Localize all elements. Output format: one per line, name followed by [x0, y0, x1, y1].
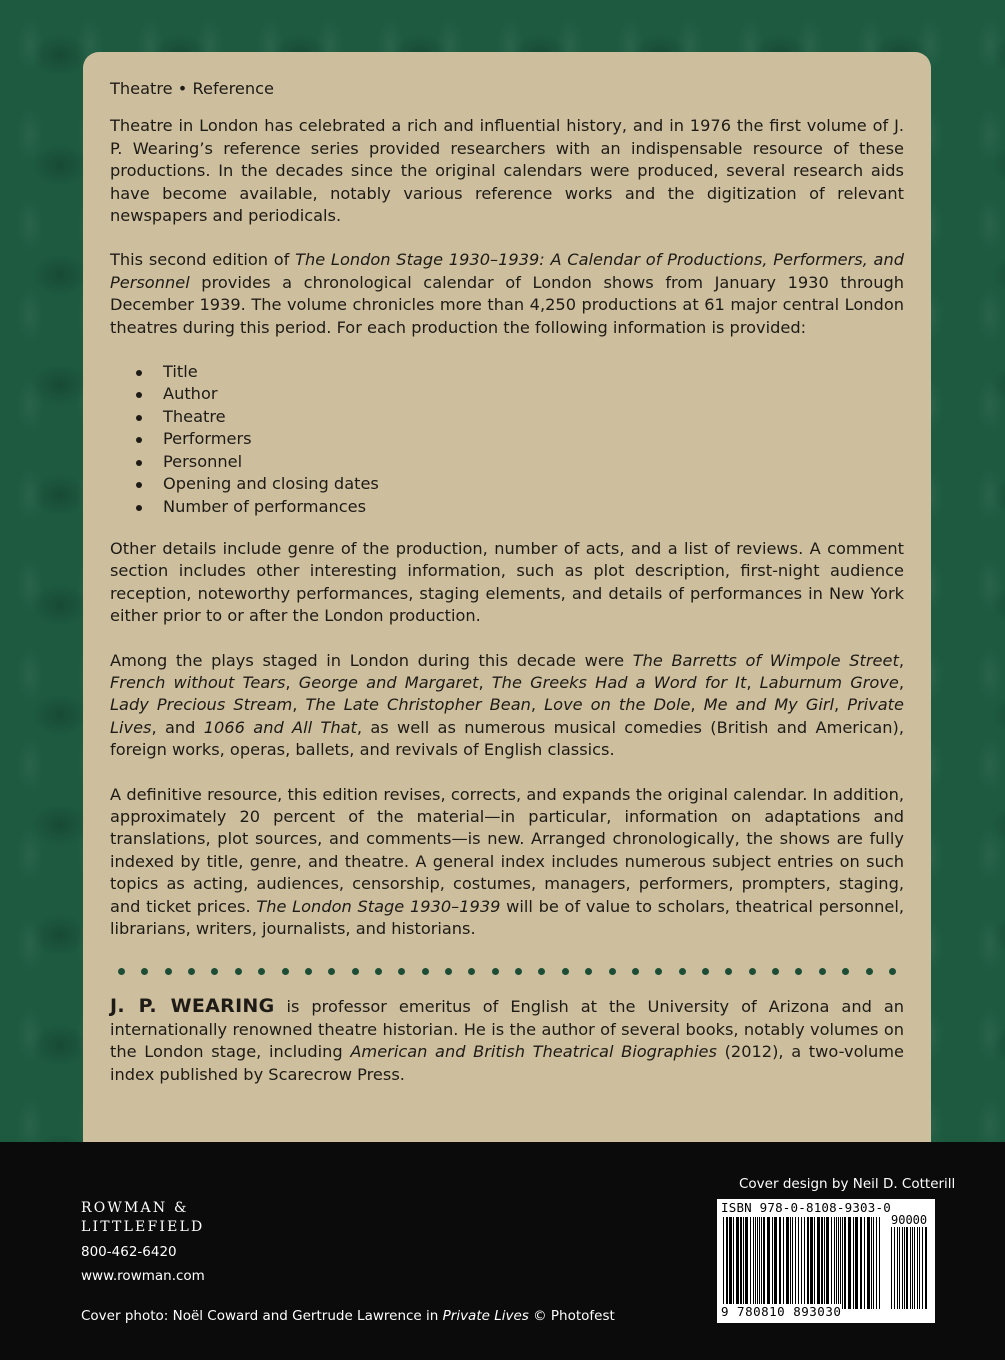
isbn-label: ISBN 978-0-8108-9303-0: [721, 1200, 891, 1215]
dot-divider: [110, 962, 904, 975]
list-item: Opening and closing dates: [136, 473, 904, 495]
publisher-website: www.rowman.com: [81, 1268, 205, 1284]
edition-paragraph: This second edition of The London Stage 1930–1939: A Calendar of Productions, Performers, and Personnel provides a chronological calendar of London shows from January 1930 through December 1939. The volume chronicles more than 4,250 productions at 61 major central London theatres during this period. For each production the following information is provided:: [110, 250, 905, 337]
list-item: Personnel: [136, 451, 904, 473]
isbn-barcode: [717, 1199, 935, 1323]
details-paragraph: Other details include genre of the production, number of acts, and a list of reviews. A comment section includes other interesting information, such as plot description, first-night audience reception, noteworthy performances, staging elements, and details of performances in New York either prior to or after the London production.: [110, 538, 904, 626]
play-title: Love on the Dole: [544, 695, 691, 715]
play-title: 1066 and All That: [203, 717, 357, 737]
play-title: Laburnum Grove: [759, 672, 899, 692]
list-item: Author: [136, 383, 904, 405]
author-name: J. P. WEARING: [110, 995, 275, 1018]
barcode-digits: 9 780810 893030: [721, 1304, 842, 1319]
play-title: The Greeks Had a Word for It: [491, 672, 747, 692]
footer-band: [0, 1142, 1005, 1360]
category-label: Theatre • Reference: [110, 79, 274, 98]
play-title: French without Tears: [110, 672, 286, 692]
play-title: George and Margaret: [298, 672, 479, 692]
cover-photo-credit: Cover photo: Noël Coward and Gertrude Lawrence in Private Lives © Photofest: [81, 1308, 615, 1324]
barcode-addon-digits: 90000: [891, 1213, 928, 1227]
list-item: Number of performances: [136, 496, 904, 518]
book-title: The London Stage 1930–1939: [256, 896, 501, 916]
play-title: The Late Christopher Bean: [305, 695, 531, 715]
play-title: Private Lives: [110, 695, 904, 737]
resource-paragraph: A definitive resource, this edition revises, corrects, and expands the original calendar. In addition, approximately 20 percent of the material—in particular, information on adaptations and translations, plot sources, and comments—is new. Arranged chronologically, the shows are fully indexed by title, genre, and theatre. A general index includes numerous subject entries on such topics as acting, audiences, censorship, costumes, managers, performers, prompters, staging, and ticket prices. The London Stage 1930–1939 will be of value to scholars, theatrical personnel, librarians, writers, journalists, and historians.: [110, 784, 904, 938]
list-item: Theatre: [136, 406, 904, 428]
feature-list: [110, 361, 904, 518]
author-bio: J. P. WEARING is professor emeritus of English at the University of Arizona and an internationally renowned theatre historian. He is the author of several books, notably volumes on the London stage, including American and British Theatrical Biographies (2012), a two-volume index published by Scarecrow Press.: [110, 995, 904, 1084]
list-item: Title: [136, 361, 904, 383]
play-title: Me and My Girl: [703, 695, 835, 715]
intro-paragraph: Theatre in London has celebrated a rich and influential history, and in 1976 the first volume of J. P. Wearing’s reference series provided researchers with an indispensable resource of these productions. In the decades since the original calendars were produced, several research aids have become available, notably various reference works and the digitization of relevant newspapers and periodicals.: [110, 116, 904, 226]
cover-design-credit: Cover design by Neil D. Cotterill: [739, 1176, 956, 1192]
publisher-logo: ROWMAN & LITTLEFIELD: [81, 1200, 205, 1235]
plays-paragraph: Among the plays staged in London during this decade were The Barretts of Wimpole Street, French without Tears, George and Margaret, The Greeks Had a Word for It, Laburnum Grove, Lady Precious Stream, The Late Christopher Bean, Love on the Dole, Me and My Girl, Private Lives, and 1066 and All That, as well as numerous musical comedies (British and American), foreign works, operas, ballets, and revivals of English classics.: [110, 650, 905, 760]
publisher-phone: 800-462-6420: [81, 1244, 177, 1260]
list-item: Performers: [136, 428, 904, 450]
play-title: The Barretts of Wimpole Street: [632, 650, 899, 670]
book-title: American and British Theatrical Biographies: [350, 1042, 717, 1062]
book-title: The London Stage 1930–1939: A Calendar of Productions, Performers, and Personnel: [110, 250, 905, 292]
back-cover-panel: [83, 52, 931, 1160]
play-title: Lady Precious Stream: [110, 695, 293, 715]
barcode-bars-icon: [723, 1217, 883, 1309]
barcode-addon-bars-icon: [891, 1227, 929, 1309]
